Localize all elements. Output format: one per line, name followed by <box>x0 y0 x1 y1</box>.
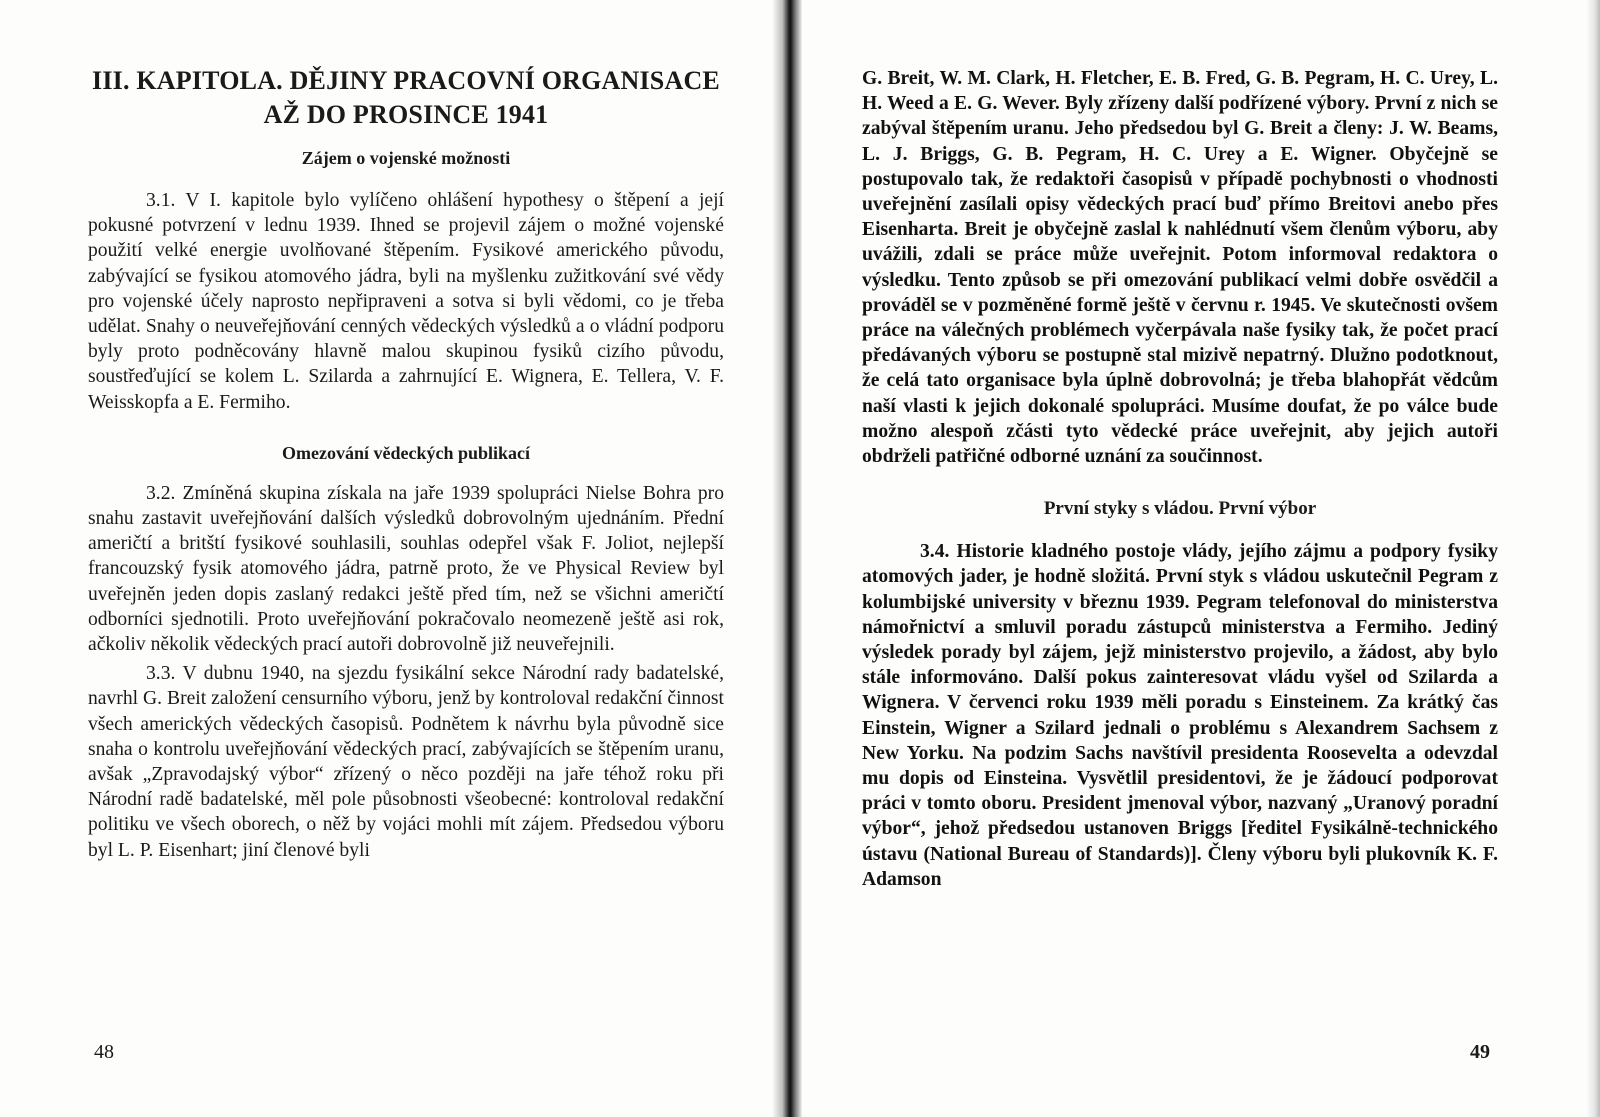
paragraph-3-3-continued: G. Breit, W. M. Clark, H. Fletcher, E. B. Fred, G. B. Pegram, H. C. Urey, L. H. Weed a E. G. Wever. Byly zřízeny další podřízené výbory. První z nich se zabýval štěpením uranu. Jeho předsedou byl G. Breit a členy: J. W. Beams, L. J. Briggs, G. B. Pegram, H. C. Urey a E. Wigner. Obyčejně se postupovalo tak, že redaktoři časopisů v případě pochybnosti o vhodnosti uveřejnění zasílali opisy vědeckých prací buď přímo Breitovi anebo přes Eisenharta. Breit je obyčejně zaslal k nahlédnutí všem členům výboru, aby uvážili, zdali se práce může uveřejnit. Potom informoval redaktora o výsledku. Tento způsob se při omezování publikací velmi dobře osvědčil a prováděl se v pozměněné formě ještě v červnu r. 1945. Ve skutečnosti ovšem práce na válečných problémech vyčerpávala naše fysiky tak, že počet prací předávaných výboru se postupně stal mizivě nepatrný. Dlužno podotknout, že celá tato organisace byla úplně dobrovolná; je třeba blahopřát vědcům naší vlasti k jejich dokonalé spolupráci. Musíme doufat, že po válce bude možno alespoň zčásti tyto vědecké práce uveřejnit, aby jejich autoři obdrželi patřičné odborné uznání za součinnost. <box>862 68 1498 468</box>
right-page <box>862 0 1498 1117</box>
page-edge-shadow <box>1586 0 1600 1117</box>
paragraph-3-1: 3.1. V I. kapitole bylo vylíčeno ohlášení hypothesy o štěpení a její pokusné potvrzení v lednu 1939. Ihned se projevil zájem o možné vojenské použití velké energie uvolňované štěpením. Fysikové amerického původu, zabývající se fysikou atomového jádra, byli na myšlenku zužitkování své vědy pro vojenské účely naprosto nepřipraveni a sotva si byli vědomi, co je třeba udělat. Snahy o neuveřejňování cenných vědeckých výsledků a o vládní podporu byly proto podněcovány hlavně malou skupinou fysiků cizího původu, soustřeďující se kolem L. Szilarda a zahrnující E. Wignera, E. Tellera, V. F. Weisskopfa a E. Fermiho. <box>88 190 724 413</box>
chapter-title <box>88 64 724 132</box>
section-heading-publication-restriction: Omezování vědeckých publikací <box>281 442 530 463</box>
chapter-title-line-1: III. KAPITOLA. DĚJINY PRACOVNÍ ORGANISACE <box>92 66 720 95</box>
paragraph-3-2: 3.2. Zmíněná skupina získala na jaře 1939 spolupráci Nielse Bohra pro snahu zastavit uveřejňování dalších výsledků dobrovolným ujednáním. Přední američtí a britští fysikové souhlasili, souhlas odepřel však F. Joliot, nejlepší francouzský fysik atomového jádra, patrně proto, že ve Physical Review byl uveřejněn jeden dopis zaslaný redakci ještě před tím, než se všichni američtí odborníci sjednotili. Proto uveřejňování pokračovalo neomezeně ještě asi rok, ačkoliv několik vědeckých prací autoři dobrovolně již neuveřejnili. <box>88 482 724 656</box>
left-page <box>88 0 724 1117</box>
page-number-right: 49 <box>1470 1041 1490 1063</box>
book-gutter <box>772 0 802 1117</box>
section-heading-military-interest: Zájem o vojenské možnosti <box>301 148 511 168</box>
paragraph-3-3: 3.3. V dubnu 1940, na sjezdu fysikální sekce Národní rady badatelské, navrhl G. Breit založení censurního výboru, jenž by kontroloval redakční činnost všech amerických vědeckých časopisů. Podnětem k návrhu byla původně sice snaha o kontrolu uveřejňování vědeckých prací, zabývajících se štěpením uranu, avšak „Zpravodajský výbor“ zřízený o něco později na jaře téhož roku při Národní radě badatelské, měl pole působnosti všeobecné: kontroloval redakční politiku ve všech oborech, o něž by vojáci mohli mít zájem. Předsedou výboru byl L. P. Eisenhart; jiní členové byli <box>88 663 724 861</box>
paragraph-3-4: 3.4. Historie kladného postoje vlády, jejího zájmu a podpory fysiky atomových jader, je hodně složitá. První styk s vládou uskutečnil Pegram z kolumbijské university v březnu 1939. Pegram telefonoval do ministerstva námořnictví a smluvil poradu zástupců ministerstva a Fermiho. Jediný výsledek porady byl zájem, jejž ministerstvo projevilo, a žádost, aby bylo stále informováno. Další pokus zainteresovat vládu vyšel od Szilarda a Wignera. V červenci roku 1939 měli poradu s Einsteinem. Za krátký čas Einstein, Wigner a Szilard jednali o problému s Alexandrem Sachsem z New Yorku. Na podzim Sachs navštívil presidenta Roosevelta a odevzdal mu dopis od Einsteina. Vysvětlil presidentovi, že je žádoucí podporovat práci v tomto oboru. President jmenoval výbor, nazvaný „Uranový poradní výbor“, jehož předsedou ustanoven Briggs [ředitel Fysikálně-technického ústavu (National Bureau of Standards)]. Členy výboru byli plukovník K. F. Adamson <box>862 541 1498 890</box>
page-number-left: 48 <box>94 1041 114 1063</box>
section-heading-government-contacts: První styky s vládou. První výbor <box>1043 498 1317 520</box>
chapter-title-line-2: AŽ DO PROSINCE 1941 <box>263 100 549 129</box>
